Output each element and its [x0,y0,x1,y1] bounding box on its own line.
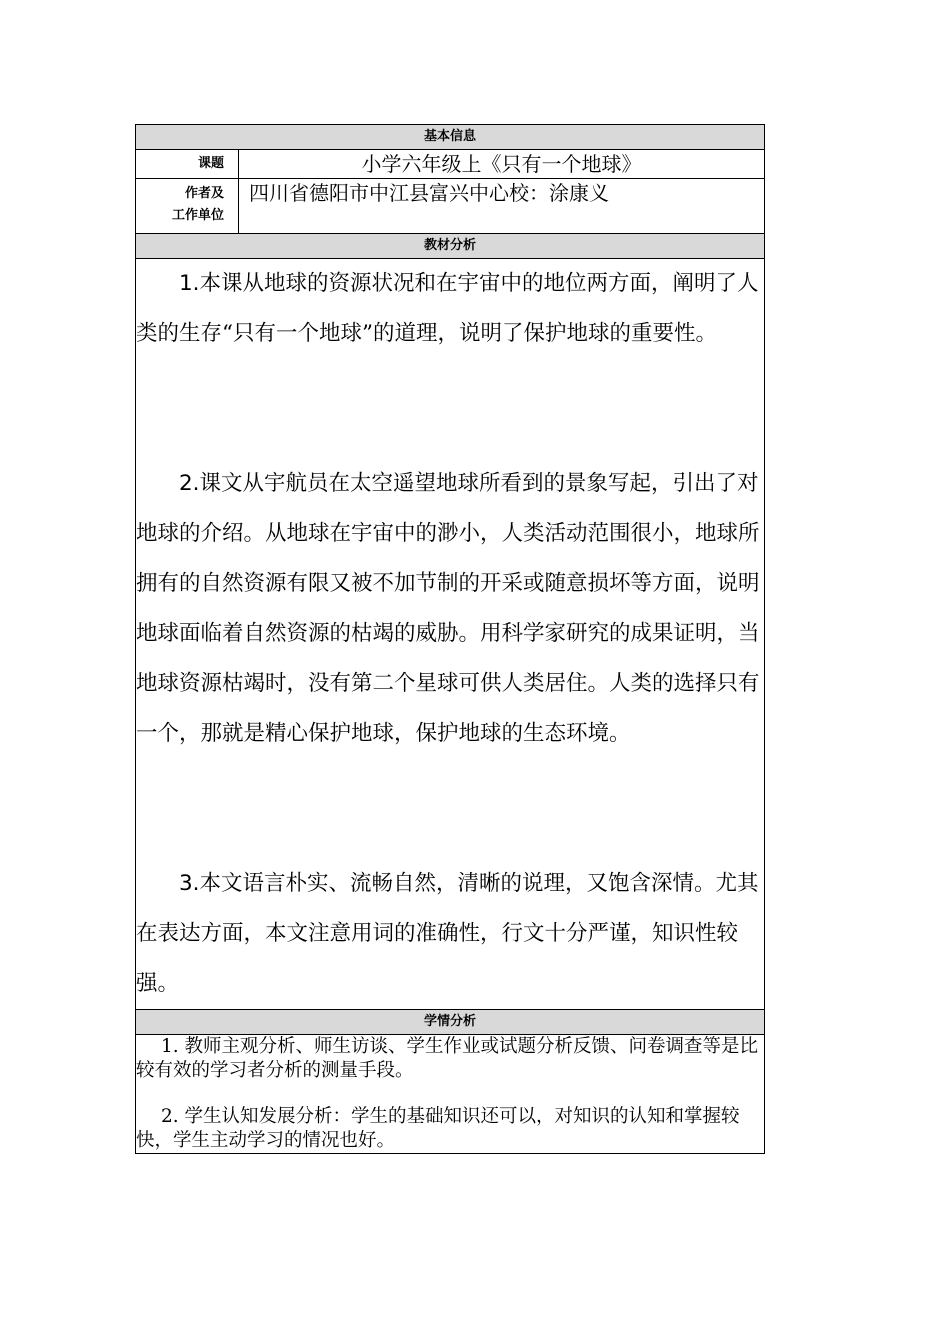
section-header-student-analysis: 学情分析 [136,1010,765,1035]
author-label [136,179,239,234]
student-paragraph-1: 1. 教师主观分析、师生访谈、学生作业或试题分析反馈、问卷调查等是比较有效的学习者分析的测量手段。 [136,1036,759,1081]
title-value: 小学六年级上《只有一个地球》 [239,150,765,179]
material-paragraph-2-text: 课文从宇航员在太空遥望地球所看到的景象写起，引出了对地球的介绍。从地球在宇宙中的渺小，人类活动范围很小，地球所拥有的自然资源有限又被不加节制的开采或随意损坏等方面，说明地球面临着自然资源的枯竭的威胁。用科学家研究的成果证明，当地球资源枯竭时，没有第二个星球可供人类居住。人类的选择只有一个，那就是精心保护地球，保护地球的生态环境。 [136,471,760,746]
material-analysis-body [136,259,765,1010]
section-header-material-analysis: 教材分析 [136,234,765,259]
material-paragraph-1-number: 1. [179,271,200,296]
section-header-basic-info: 基本信息 [136,125,765,150]
student-analysis-body [136,1035,765,1154]
paragraph-spacer [136,1083,764,1105]
material-paragraph-2-number: 2. [179,471,200,496]
material-paragraph-3-text: 本文语言朴实、流畅自然，清晰的说理，又饱含深情。尤其在表达方面，本文注意用词的准确性，行文十分严谨，知识性较强。 [136,871,759,996]
material-paragraph-1 [136,259,764,359]
title-label: 课题 [136,150,239,179]
student-paragraph-2: 2. 学生认知发展分析：学生的基础知识还可以，对知识的认知和掌握较快，学生主动学习的情况也好。 [136,1106,740,1151]
author-value: 四川省德阳市中江县富兴中心校：涂康义 [239,179,765,234]
material-paragraph-1-text: 本课从地球的资源状况和在宇宙中的地位两方面，阐明了人类的生存“只有一个地球”的道理，说明了保护地球的重要性。 [136,271,759,346]
material-paragraph-2 [136,459,764,759]
material-paragraph-3 [136,859,764,1009]
author-label-line2: 工作单位 [171,208,224,223]
lesson-plan-table [135,124,765,1154]
author-label-line1: 作者及 [184,186,224,201]
paragraph-spacer [136,759,764,859]
material-paragraph-3-number: 3. [179,871,200,896]
paragraph-spacer [136,359,764,459]
